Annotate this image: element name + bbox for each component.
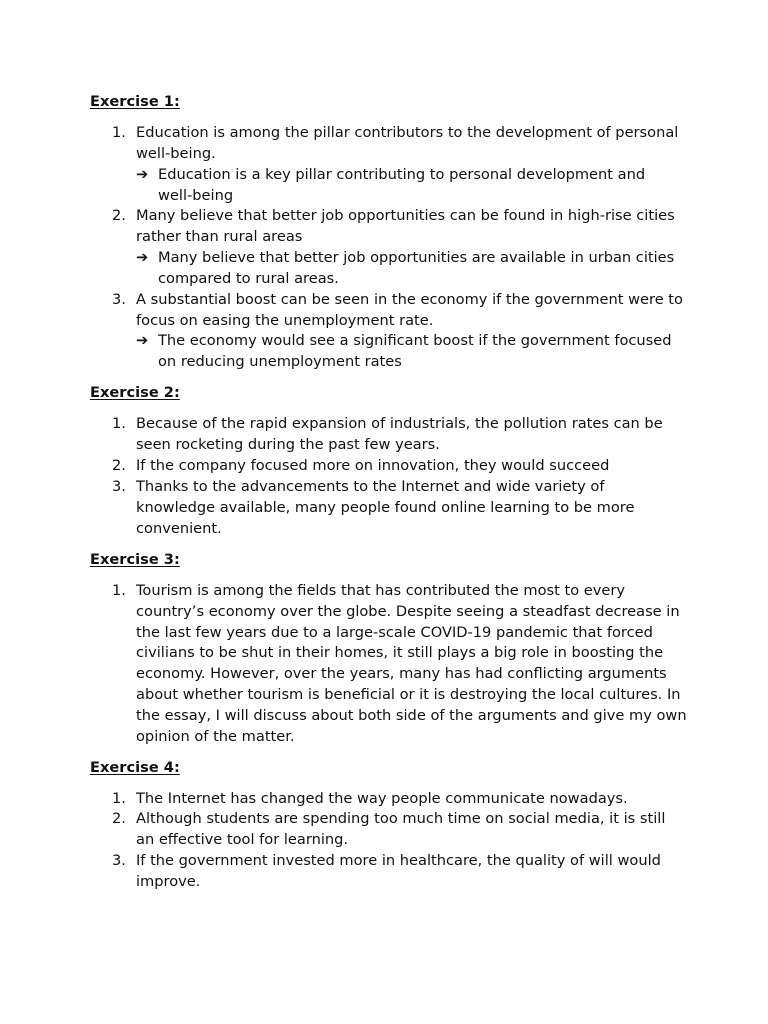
exercise-4-item-2: [112, 809, 688, 851]
item-text: Because of the rapid expansion of industrials, the pollution rates can be seen rocketing during the past few years.: [136, 415, 663, 453]
item-number: 2.: [112, 810, 126, 827]
arrow-right-icon: ➔: [136, 166, 149, 183]
item-text: If the government invested more in healthcare, the quality of will would improve.: [136, 852, 661, 890]
item-number: 2.: [112, 457, 126, 474]
item-number: 3.: [112, 852, 126, 869]
exercise-1-item-1-rewrite: [136, 165, 676, 207]
exercise-1-heading: Exercise 1:: [90, 93, 180, 110]
rewrite-text: Many believe that better job opportunities are available in urban cities compared to rural areas.: [158, 249, 675, 287]
item-number: 3.: [112, 478, 126, 495]
exercise-1-item-1: [112, 123, 688, 165]
item-text: Tourism is among the fields that has contributed the most to every country’s economy over the globe. Despite seeing a steadfast decrease in the last few years due to a large-scale COVID-19 pandemic that forced civilians to be shut in their homes, it still plays a big role in boosting the economy. However, over the years, many has had conflicting arguments about whether tourism is beneficial or it is destroying the local cultures. In the essay, I will discuss about both side of the arguments and give my own opinion of the matter.: [136, 582, 687, 745]
exercise-2-item-3: [112, 477, 688, 539]
exercise-4-heading: Exercise 4:: [90, 759, 180, 776]
item-number: 1.: [112, 124, 126, 141]
arrow-right-icon: ➔: [136, 332, 149, 349]
item-text: Many believe that better job opportunities can be found in high-rise cities rather than rural areas: [136, 207, 675, 245]
exercise-1-item-2-rewrite: [136, 248, 676, 290]
item-number: 1.: [112, 415, 126, 432]
exercise-4-item-1: [112, 789, 688, 810]
exercise-1-item-3: [112, 290, 688, 332]
item-number: 2.: [112, 207, 126, 224]
exercise-1-item-2: [112, 206, 688, 248]
exercise-2-item-2: [112, 456, 688, 477]
rewrite-text: Education is a key pillar contributing to personal development and well-being: [158, 166, 646, 204]
item-number: 1.: [112, 790, 126, 807]
exercise-2-item-1: [112, 414, 688, 456]
item-text: If the company focused more on innovation, they would succeed: [136, 457, 610, 474]
exercise-4-item-3: [112, 851, 688, 893]
item-text: Thanks to the advancements to the Internet and wide variety of knowledge available, many people found online learning to be more convenient.: [136, 478, 635, 537]
exercise-3-heading: Exercise 3:: [90, 551, 180, 568]
item-text: Education is among the pillar contributors to the development of personal well-being.: [136, 124, 679, 162]
exercise-2-heading: Exercise 2:: [90, 384, 180, 401]
item-number: 3.: [112, 291, 126, 308]
rewrite-text: The economy would see a significant boost if the government focused on reducing unemployment rates: [158, 332, 672, 370]
arrow-right-icon: ➔: [136, 249, 149, 266]
item-text: A substantial boost can be seen in the economy if the government were to focus on easing the unemployment rate.: [136, 291, 683, 329]
item-number: 1.: [112, 582, 126, 599]
item-text: Although students are spending too much time on social media, it is still an effective tool for learning.: [136, 810, 666, 848]
exercise-1-item-3-rewrite: [136, 331, 676, 373]
item-text: The Internet has changed the way people communicate nowadays.: [136, 790, 628, 807]
exercise-3-item-1: [112, 581, 688, 747]
